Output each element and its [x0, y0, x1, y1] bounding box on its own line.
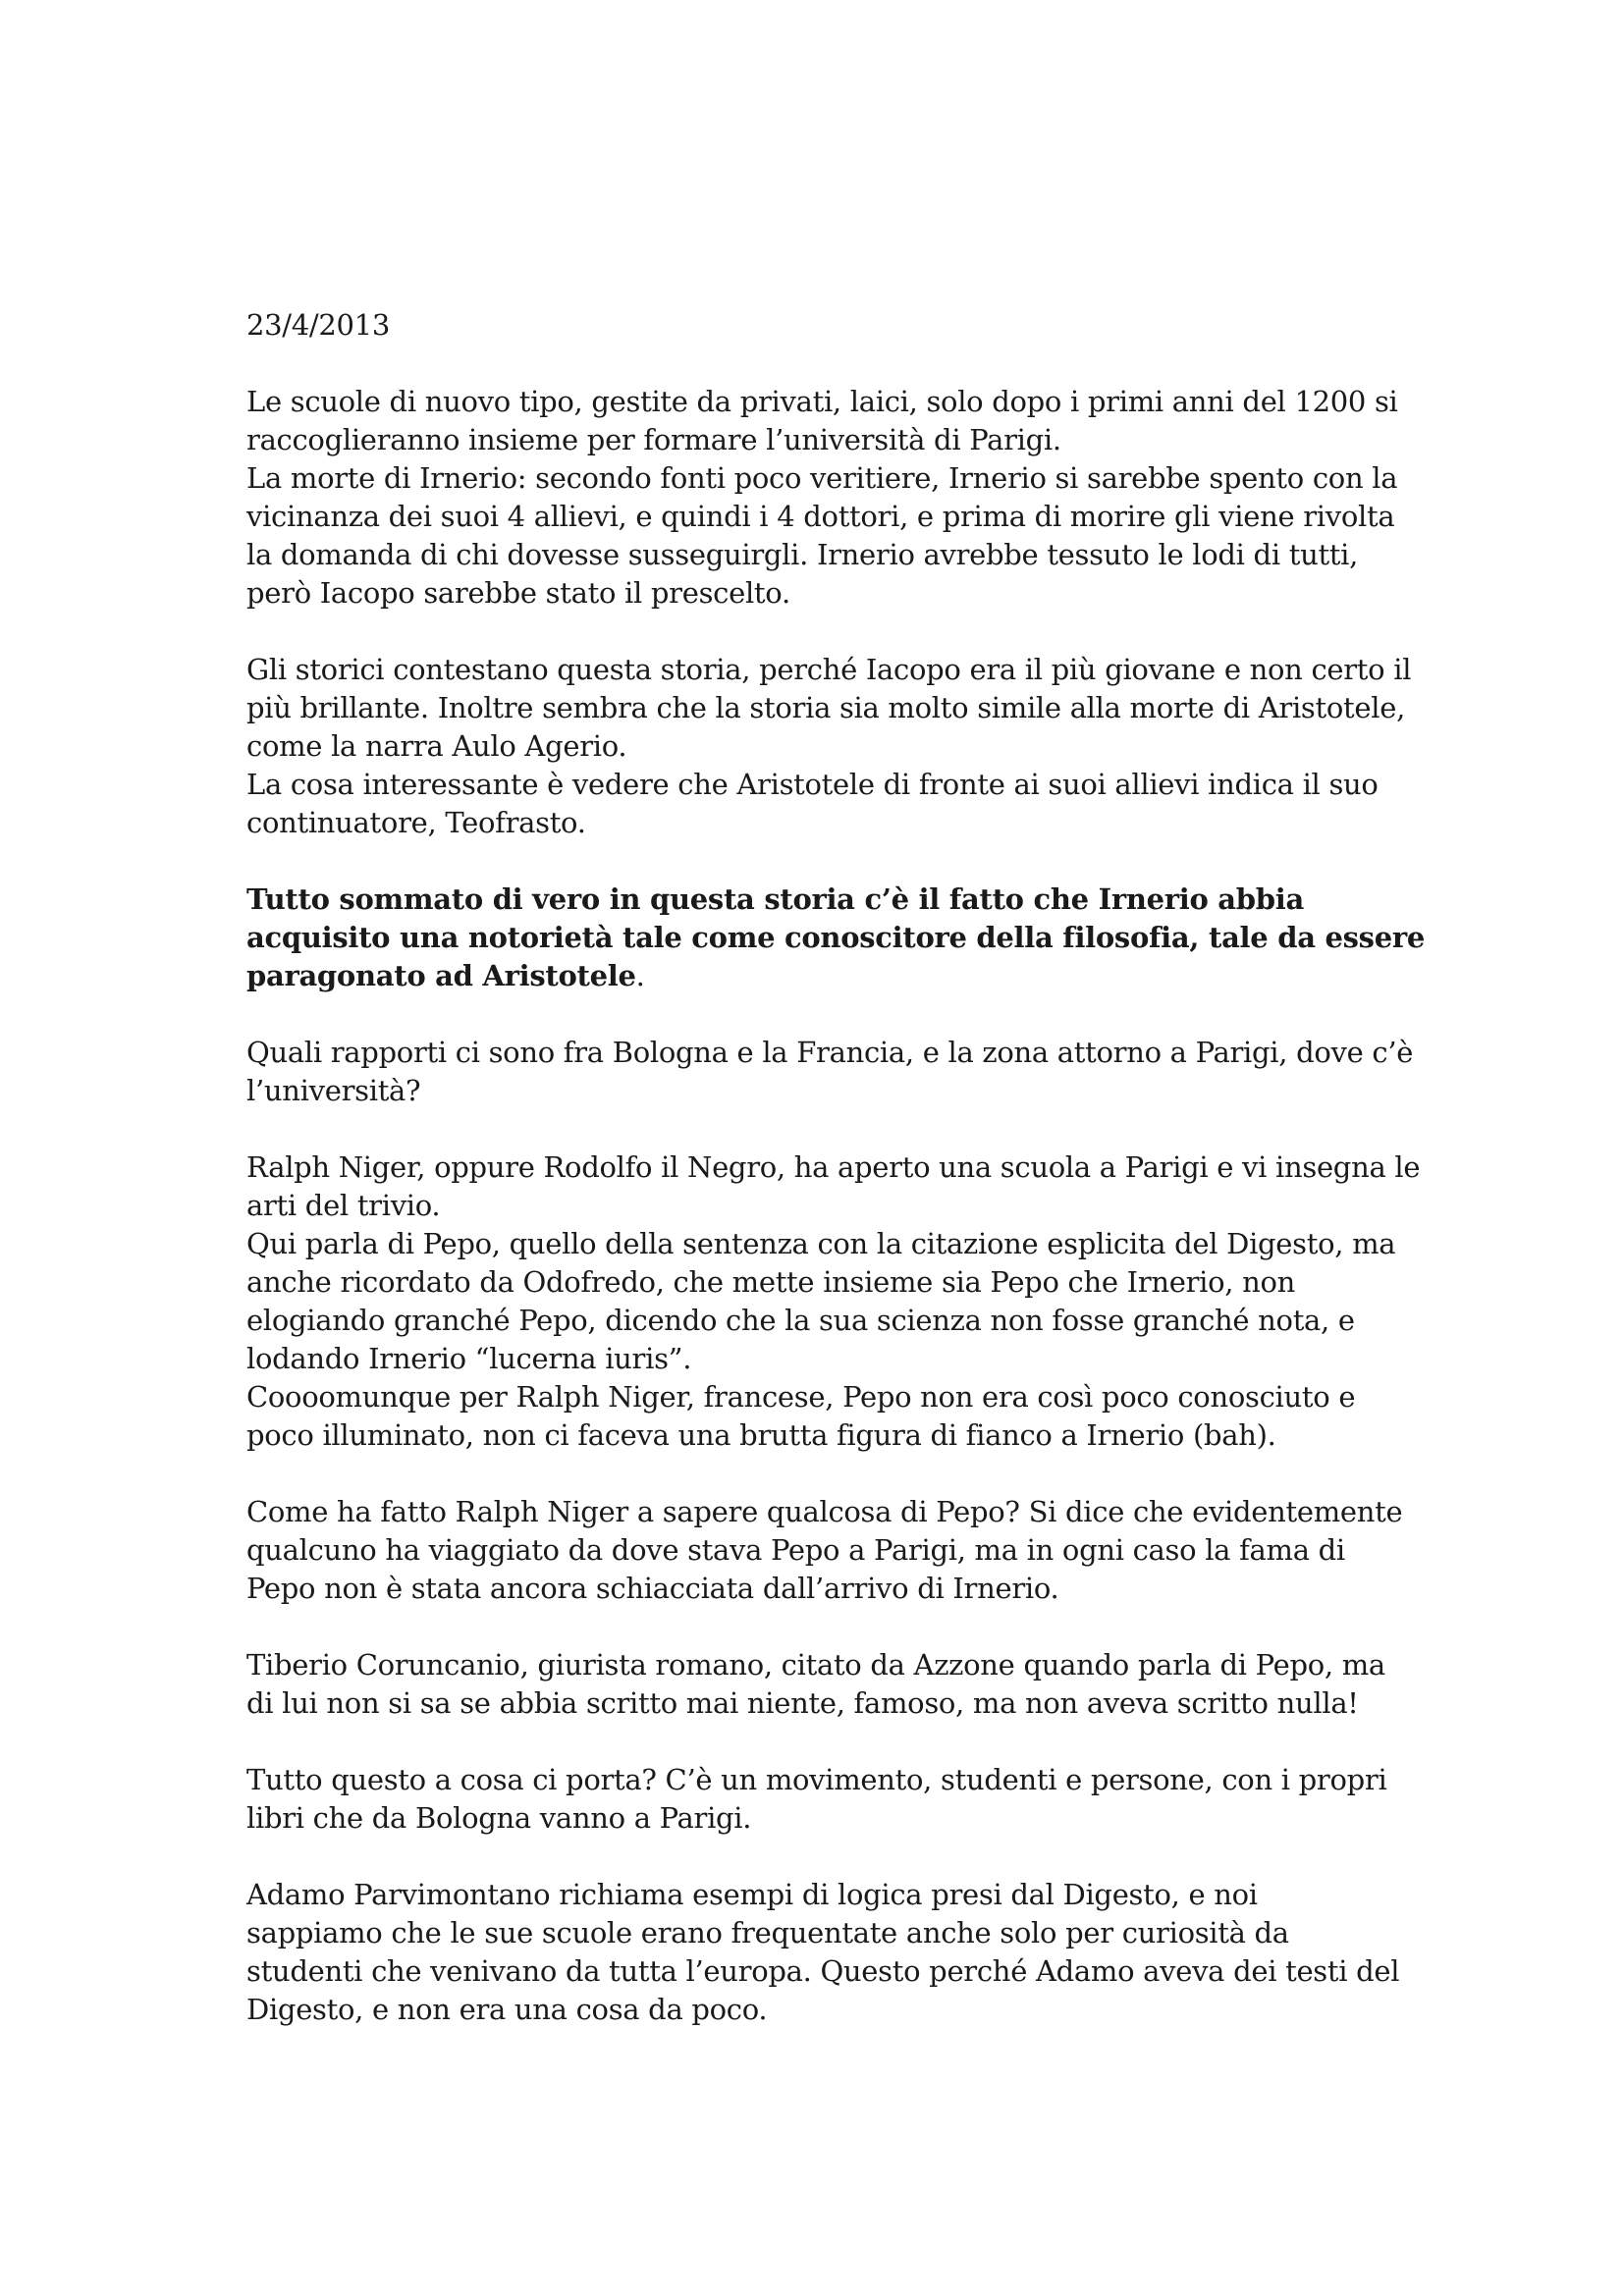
- text-line: più brillante. Inoltre sembra che la storia sia molto simile alla morte di Aristotele,: [246, 691, 1405, 724]
- paragraph-tiberio: [246, 1646, 1390, 1723]
- bold-text-line: acquisito una notorietà tale come conoscitore della filosofia, tale da essere: [246, 921, 1425, 954]
- text-line: di lui non si sa se abbia scritto mai niente, famoso, ma non aveva scritto nulla!: [246, 1686, 1359, 1720]
- text-line: Tiberio Coruncanio, giurista romano, citato da Azzone quando parla di Pepo, ma: [246, 1648, 1385, 1682]
- text-line: la domanda di chi dovesse susseguirgli. Irnerio avrebbe tessuto le lodi di tutti,: [246, 538, 1359, 571]
- paragraph-storici: [246, 651, 1412, 842]
- paragraph-gap: [246, 613, 1390, 651]
- text-line: elogiando granché Pepo, dicendo che la sua scienza non fosse granché nota, e: [246, 1304, 1355, 1337]
- text-line: sappiamo che le sue scuole erano frequentate anche solo per curiosità da: [246, 1916, 1289, 1949]
- text-line: [246, 957, 1390, 995]
- paragraph-gap: [246, 1608, 1390, 1646]
- text-line: Coooomunque per Ralph Niger, francese, Pepo non era così poco conosciuto e: [246, 1380, 1356, 1414]
- paragraph-gap: [246, 345, 1390, 383]
- paragraph-gap: [246, 842, 1390, 881]
- text-line: Qui parla di Pepo, quello della sentenza con la citazione esplicita del Digesto, ma: [246, 1227, 1396, 1260]
- text-line: Adamo Parvimontano richiama esempi di logica presi dal Digesto, e noi: [246, 1878, 1258, 1911]
- text-line: libri che da Bologna vanno a Parigi.: [246, 1801, 752, 1835]
- text-line: Ralph Niger, oppure Rodolfo il Negro, ha aperto una scuola a Parigi e vi insegna le: [246, 1150, 1421, 1184]
- bold-text-span: paragonato ad Aristotele: [246, 959, 636, 992]
- text-line: arti del trivio.: [246, 1189, 441, 1222]
- date-text: 23/4/2013: [246, 308, 390, 342]
- text-line: continuatore, Teofrasto.: [246, 806, 586, 839]
- paragraph-scuole: [246, 383, 1398, 613]
- text-line: Come ha fatto Ralph Niger a sapere qualcosa di Pepo? Si dice che evidentemente: [246, 1495, 1403, 1528]
- text-line: vicinanza dei suoi 4 allievi, e quindi i 4 dottori, e prima di morire gli viene rivolta: [246, 500, 1395, 533]
- date-line: [246, 306, 1390, 345]
- text-line: La cosa interessante è vedere che Aristotele di fronte ai suoi allievi indica il suo: [246, 768, 1379, 801]
- text-line: raccoglieranno insieme per formare l’università di Parigi.: [246, 423, 1061, 456]
- bold-text-line: Tutto sommato di vero in questa storia c’è il fatto che Irnerio abbia: [246, 882, 1304, 916]
- text-line: studenti che venivano da tutta l’europa. Questo perché Adamo aveva dei testi del: [246, 1954, 1400, 1988]
- paragraph-gap: [246, 1110, 1390, 1148]
- text-line: anche ricordato da Odofredo, che mette insieme sia Pepo che Irnerio, non: [246, 1265, 1296, 1299]
- paragraph-gap: [246, 1723, 1390, 1761]
- text-line: lodando Irnerio “lucerna iuris”.: [246, 1342, 692, 1375]
- paragraph-adamo: [246, 1876, 1400, 2029]
- text-line: Digesto, e non era una cosa da poco.: [246, 1993, 768, 2026]
- paragraph-rapporti: [246, 1034, 1414, 1110]
- document-body: [246, 306, 1425, 2029]
- text-line: come la narra Aulo Agerio.: [246, 729, 627, 763]
- text-line: Gli storici contestano questa storia, perché Iacopo era il più giovane e non certo il: [246, 653, 1412, 686]
- paragraph-gap: [246, 1838, 1390, 1876]
- text-line: Pepo non è stata ancora schiacciata dall’arrivo di Irnerio.: [246, 1572, 1059, 1605]
- paragraph-gap: [246, 1455, 1390, 1493]
- paragraph-movimento: [246, 1761, 1390, 1838]
- text-line: qualcuno ha viaggiato da dove stava Pepo a Parigi, ma in ogni caso la fama di: [246, 1533, 1345, 1567]
- period-span: .: [635, 959, 645, 992]
- text-line: Le scuole di nuovo tipo, gestite da privati, laici, solo dopo i primi anni del 1200 si: [246, 385, 1398, 418]
- paragraph-come-ha-fatto: [246, 1493, 1403, 1608]
- text-line: poco illuminato, non ci faceva una brutta figura di fianco a Irnerio (bah).: [246, 1418, 1276, 1452]
- text-line: Quali rapporti ci sono fra Bologna e la Francia, e la zona attorno a Parigi, dove c’è: [246, 1036, 1414, 1069]
- paragraph-gap: [246, 995, 1390, 1034]
- paragraph-ralph-niger: [246, 1148, 1421, 1455]
- text-line: però Iacopo sarebbe stato il prescelto.: [246, 576, 790, 610]
- text-line: l’università?: [246, 1074, 421, 1107]
- text-line: Tutto questo a cosa ci porta? C’è un movimento, studenti e persone, con i propri: [246, 1763, 1387, 1796]
- paragraph-bold-summary: [246, 881, 1425, 995]
- text-line: La morte di Irnerio: secondo fonti poco veritiere, Irnerio si sarebbe spento con la: [246, 461, 1398, 495]
